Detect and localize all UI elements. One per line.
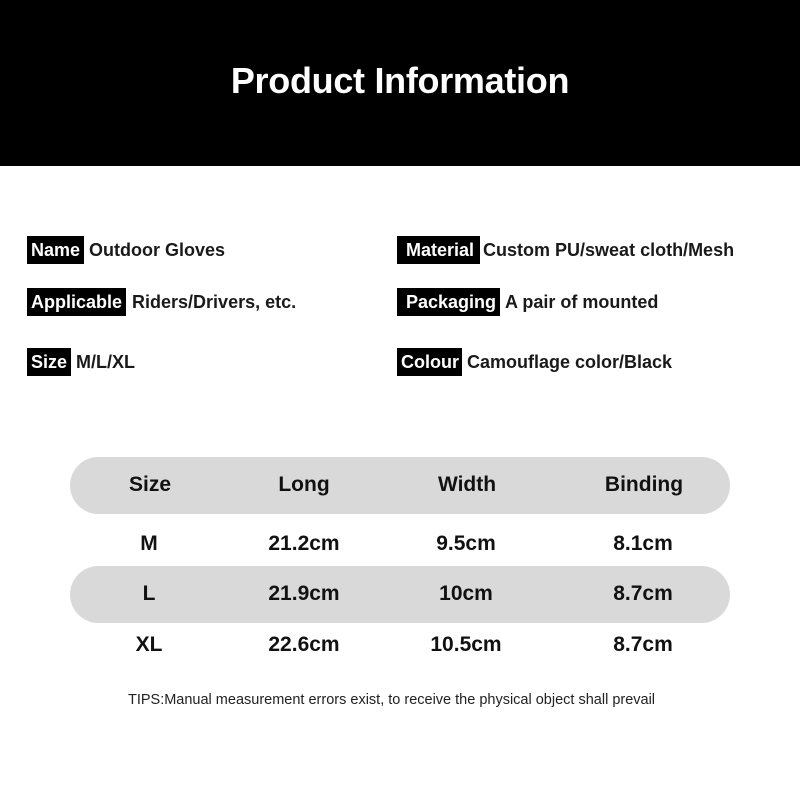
table-cell: 10.5cm [430,633,502,656]
table-cell: 8.1cm [613,532,673,555]
spec-size [27,348,135,376]
table-cell: 21.2cm [268,532,340,555]
spec-applicable [27,288,296,316]
spec-colour-label: Colour [397,348,462,376]
spec-packaging-label: Packaging [397,288,500,316]
spec-applicable-label: Applicable [27,288,126,316]
spec-colour-value: Camouflage color/Black [467,351,673,372]
column-header-binding: Binding [604,473,684,496]
column-header-width: Width [437,473,497,496]
page-title: Product Information [230,60,570,101]
spec-material [397,236,734,264]
spec-name-value: Outdoor Gloves [89,239,226,260]
spec-size-value: M/L/XL [76,351,136,372]
table-cell: 10cm [439,582,493,605]
table-cell: 8.7cm [613,582,673,605]
spec-packaging-value: A pair of mounted [505,291,659,312]
column-header-size: Size [128,473,172,496]
spec-colour [397,348,672,376]
spec-applicable-value: Riders/Drivers, etc. [132,291,297,312]
table-cell: XL [135,633,163,656]
table-cell: L [142,582,156,605]
table-cell: 8.7cm [613,633,673,656]
spec-packaging [397,288,658,316]
header-banner [0,0,800,166]
table-cell: M [140,532,158,555]
spec-name [27,236,225,264]
spec-name-label: Name [27,236,84,264]
table-cell: 22.6cm [268,633,340,656]
table-cell: 9.5cm [436,532,496,555]
spec-material-value: Custom PU/sweat cloth/Mesh [483,239,735,260]
tips-note: TIPS:Manual measurement errors exist, to receive the physical object shall prevail [127,692,656,708]
spec-size-label: Size [27,348,71,376]
table-cell: 21.9cm [268,582,340,605]
column-header-long: Long [278,473,330,496]
spec-material-label: Material [397,236,480,264]
